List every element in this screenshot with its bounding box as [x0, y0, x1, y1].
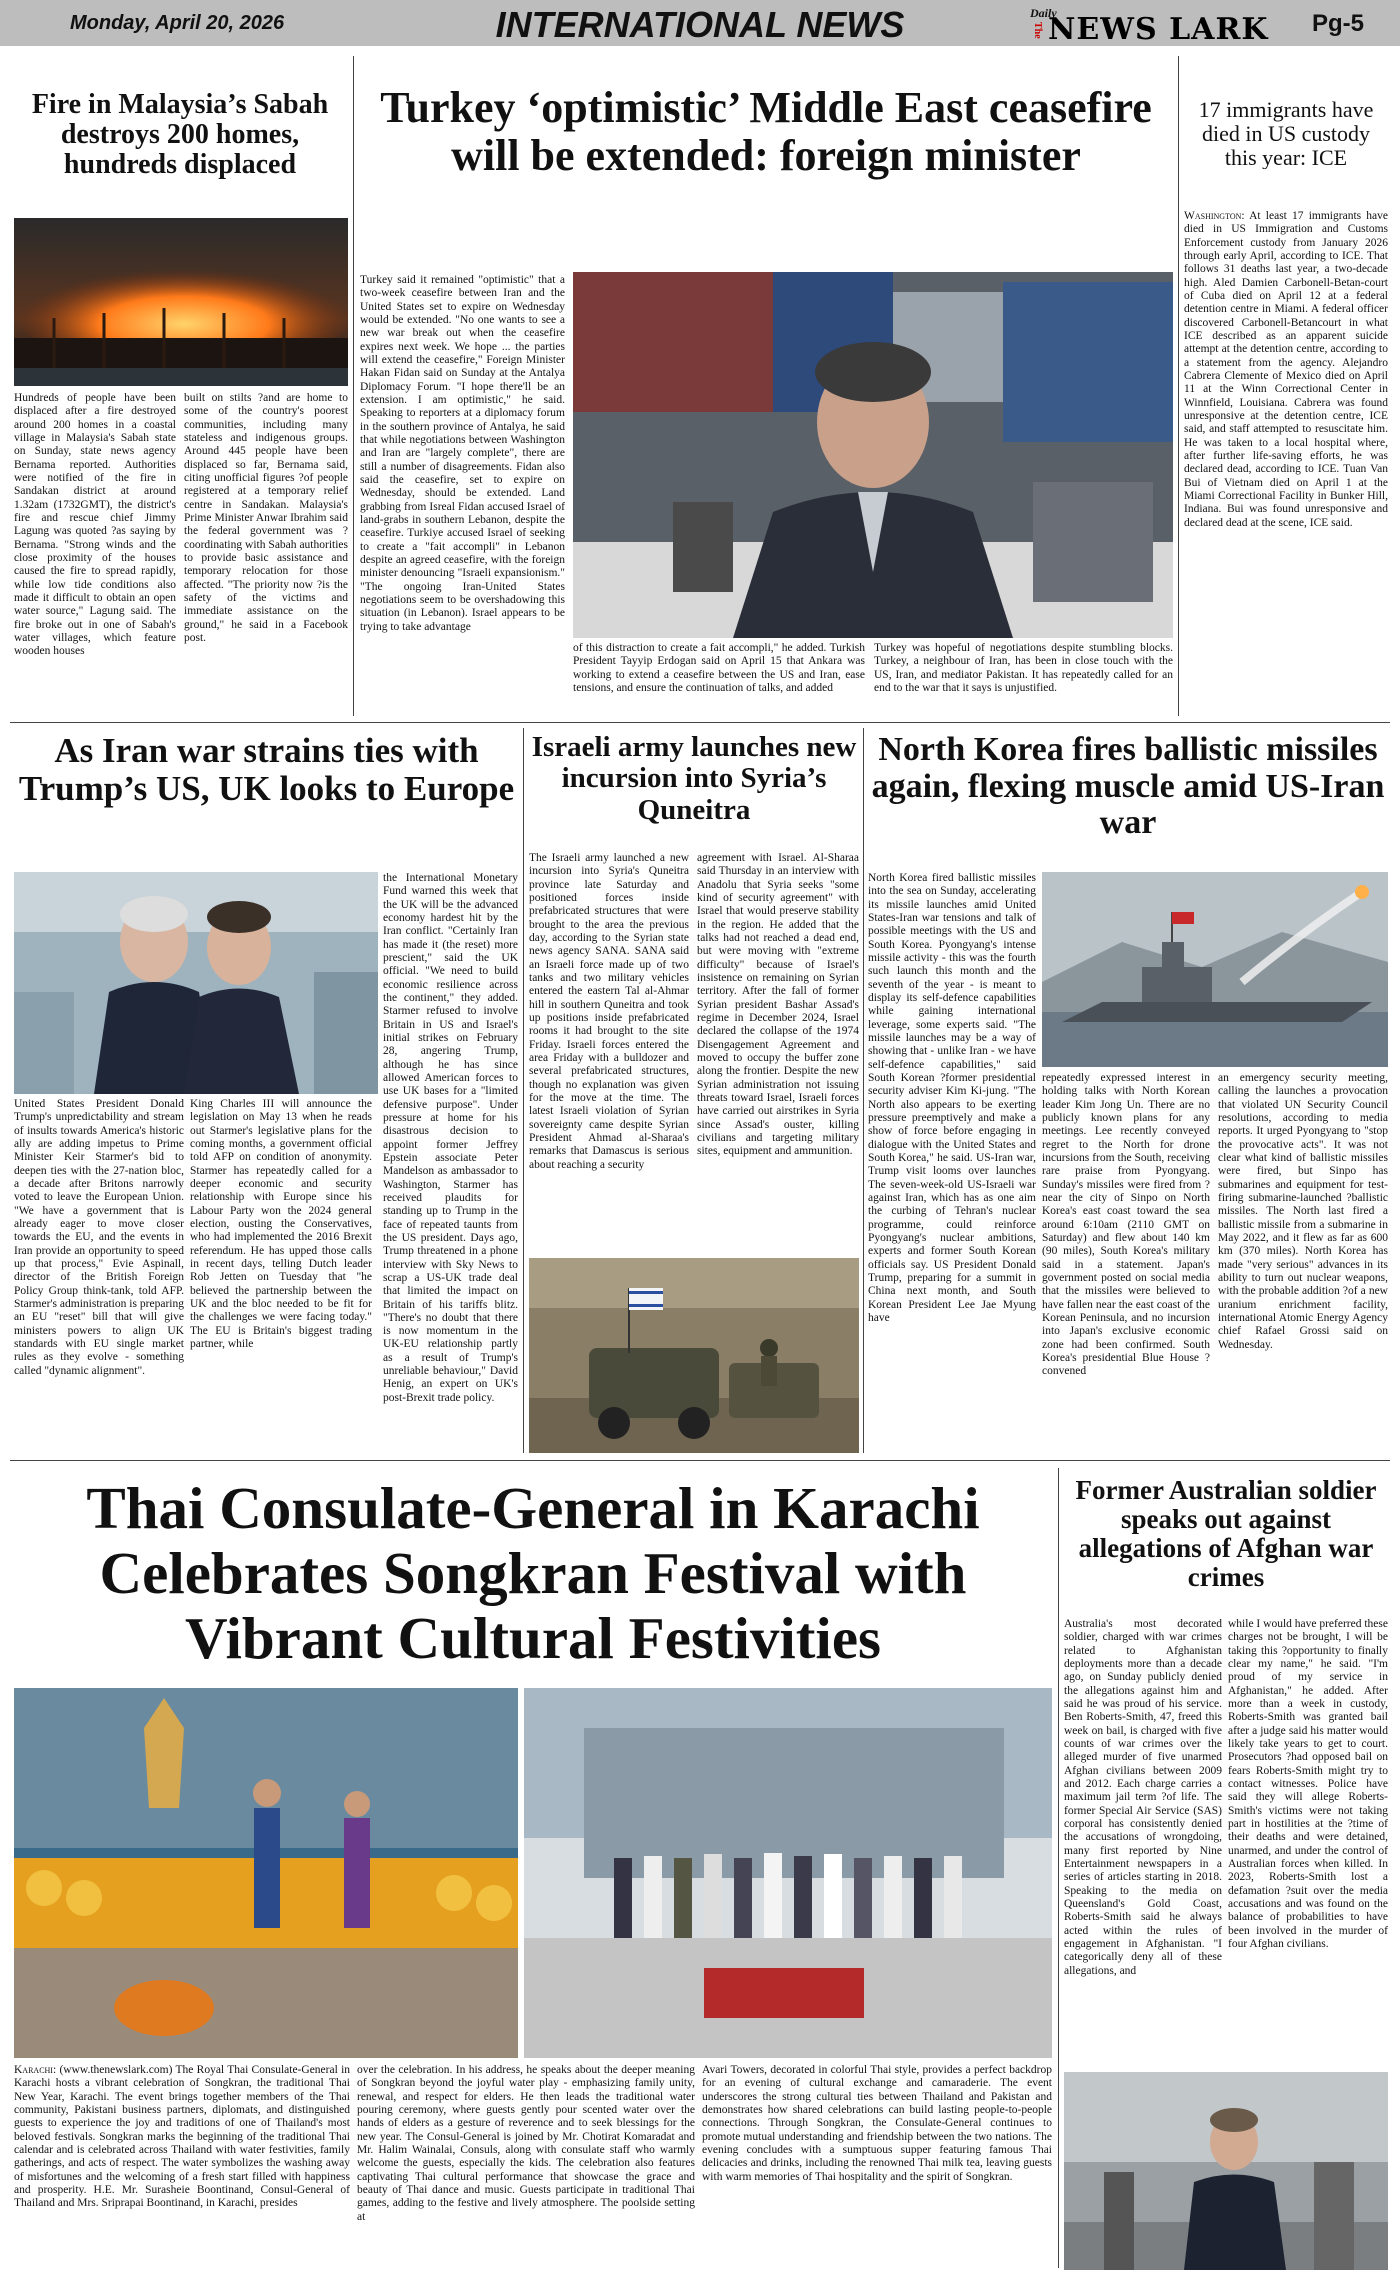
ice-body	[1184, 210, 1388, 716]
afghan-col2: while I would have preferred these charges not be brought, I will be taking this ?opportunity to finally clear my name," he said. "I'm proud of my service in Afghanistan," he added. After more than a week in custody, Roberts-Smith was granted bail after a judge said his matter would likely take years to get to court. Prosecutors ?had opposed bail on fears Roberts-Smith might try to contact witnesses. Police have said they will allege Roberts-Smith's victims were not taking part in hostilities at the ?time of their deaths and were detained, unarmed, and under the control of Australian forces when killed. In 2023, Roberts-Smith lost a defamation ?suit over the media accusations and was found on the balance of probabilities to have been involved in the murder of four Afghan civilians.	[1228, 1618, 1388, 1950]
turkey-col3: Turkey was hopeful of negotiations despite stumbling blocks. Turkey, a neighbour of Iran, has been in close touch with the US, Iran, and mediator Pakistan. It has repeatedly called for an end to the war that it says is unjustified.	[874, 642, 1173, 694]
iran-uk-col2: King Charles III will announce the legislation on May 13 when he reads out Starmer's legislative plans for the coming months, a government official told AFP on condition of anonymity. Starmer has repeatedly called for a deeper economic and security relationship with Europe since his Labour Party won the 2024 general election, ousting the Conservatives, who had implemented the 2016 Brexit referendum. He has upped those calls in recent days, telling Dutch leader Rob Jetten on Tuesday that "he believed the partnership between the UK and the bloc needed to be fit for the challenges we were facing today." The EU is Britain's biggest trading partner, while	[190, 1098, 372, 1350]
ice-headline: 17 immigrants have died in US custody this year: ICE	[1198, 98, 1374, 170]
iran-uk-col1: United States President Donald Trump's unpredictability and stream of insults towards America's historic ally are adding impetus to Prime Minister Keir Starmer's bid to deepen ties with the 27-nation bloc, a decade after Britons narrowly voted to leave the European Union. "We have a government that is already eager to move closer towards the EU, and the events in Iran provide an opportunity to speed up that process," Evie Aspinall, director of the British Foreign Policy Group think-tank, told AFP. Starmer's administration is preparing an EU "reset" bill that will give ministers powers to align UK standards with EU single market rules as they evolve - something called "dynamic alignment".	[14, 1098, 184, 1377]
soldiers-photo-graphic	[529, 1258, 859, 1453]
section-title: INTERNATIONAL NEWS	[495, 4, 905, 45]
dancers-photo-graphic	[14, 1688, 518, 2058]
syria-col2: agreement with Israel. Al-Sharaa said Thursday in an interview with Anadolu that Syria seeks "some kind of security agreement" with Israel that would preserve stability in the region. He added that the talks had not reached a dead end, but were moving with "extreme difficulty" because of Israel's insistence on remaining on Syrian territory. After the fall of former Syrian president Bashar Assad's regime in December 2024, Israel declared the collapse of the 1974 Disengagement Agreement and moved to occupy the buffer zone along the frontier. Despite the new Syrian administration not issuing threats toward Israel, Israeli forces have carried out airstrikes in Syria since Assad's ouster, killing civilians and targeting military sites, equipment and ammunition.	[697, 852, 859, 1158]
fidan-photo-graphic	[573, 272, 1173, 638]
turkey-col2: of this distraction to create a fait accompli," he added. Turkish President Tayyip Erdogan said on April 15 that Ankara was working to extend a ceasefire between the US and Iran, ease tensions, and ensure the continuation of talks, and added	[573, 642, 865, 694]
korea-col3: an emergency security meeting, calling the launches a provocation that violated UN Security Council resolutions, according to media reports. It urged Pyongyang to "stop the provocative acts". It was not clear what kind of ballistic missiles were fired, but Sinpo has submarines and equipment for test-firing submarine-launched ?ballistic missiles. The North last fired a ballistic missile from a submarine in May 2022, and it flew as far as 600 km (370 miles). North Korea has made "very serious" advances in its ability to turn out nuclear weapons, with the probable addition ?of a new uranium enrichment facility, international Atomic Energy Agency chief Rafael Grossi said on Wednesday.	[1218, 1072, 1388, 1351]
korea-col2: repeatedly expressed interest in holding talks with North Korean leader Kim Jong Un. There are no publicly known plans for any meetings. Lee recently conveyed regret to the North for drone incursions from the South, receiving rare praise from Pyongyang. Sunday's missiles were fired from ?near the city of Sinpo on North Korea's east coast toward the sea around 6:10am (2110 GMT on Saturday) and flew about 140 km (90 miles), South Korea's military said in a statement. Japan's government posted on social media that the missiles were believed to have fallen near the east coast of the Korean Peninsula, and no incursion into Japan's exclusive economic zone had been confirmed. South Korea's presidential Blue House ?convened	[1042, 1072, 1210, 1378]
soldiers-photo	[529, 1258, 859, 1453]
newspaper-logo	[1030, 4, 1300, 44]
fidan-photo	[573, 272, 1173, 638]
iran-uk-col3: the International Monetary Fund warned this week that the UK will be the advanced economy hardest hit by the Iran conflict. "Certainly Iran has made it (the reset) more prescient," said the UK official. "We need to build economic resilience across the continent," they added. Starmer refused to involve Britain in US and Israel's initial strikes on February 28, angering Trump, although he has since allowed American forces to use UK bases for a "limited defensive purpose". Under pressure at home for his disastrous decision to appoint former Jeffrey Epstein associate Peter Mandelson as ambassador to Washington, Starmer has received plaudits for standing up to Trump in the face of repeated taunts from the US president. Days ago, Trump threatened in a phone interview with Sky News to scrap a US-UK trade deal that limited the impact on Britain of his tariffs blitz. "There's no doubt that there is now momentum in the UK-EU relationship partly as a result of Trump's unreliable behaviour," David Henig, an expert on UK's post-Brexit trade policy.	[383, 872, 518, 1404]
korea-headline: North Korea fires ballistic missiles again, flexing muscle amid US-Iran war	[871, 732, 1385, 842]
leaders-photo	[14, 872, 378, 1094]
fire-photo	[14, 218, 348, 386]
leaders-photo-graphic	[14, 872, 378, 1094]
iran-uk-headline: As Iran war strains ties with Trump’s US, UK looks to Europe	[18, 732, 515, 808]
turkey-col1: Turkey said it remained "optimistic" that a two-week ceasefire between Iran and the United States set to expire on Wednesday would be extended. "No one wants to see a new war break out when the ceasefire expires next week. We hope ... the parties will extend the ceasefire," Foreign Minister Hakan Fidan said on Sunday at the Antalya Diplomacy Forum. "I hope there'll be an extension. I am optimistic," he said. Speaking to reporters at a diplomacy forum in the southern province of Antalya, he said that while negotiations between Washington and Iran are "largely complete", there are still a number of disagreements. Fidan also said the ceasefire, set to expire on Wednesday, should be extended. Land grabbing from Isreal Fidan accused Israel of land-grabs in southern Lebanon, despite the ceasefire. Turkiye accused Israel of seeking to create a "fait accompli" in Lebanon despite an agreed ceasefire, with the foreign minister denouncing "Israeli expansionism." "The ongoing Iran-United States negotiations seem to be overshadowing this situation (in Lebanon). Israel appears to be trying to take advantage	[360, 274, 565, 633]
warship-photo	[1042, 872, 1388, 1067]
malaysia-headline: Fire in Malaysia’s Sabah destroys 200 homes, hundreds displaced	[31, 90, 329, 181]
thai-dateline: Karachi:	[14, 2064, 57, 2076]
syria-headline: Israeli army launches new incursion into Syria’s Quneitra	[531, 732, 857, 826]
thai-col2: over the celebration. In his address, he speaks about the deeper meaning of Songkran beyond the joyful water play - emphasizing family unity, renewal, and respect for elders. He then leads the traditional water pouring ceremony, where guests gently pour scented water over the hands of elders as a gesture of reverence and to seek blessings for the new year. The Consul-General is joined by Mr. Chotirat Komaradat and Mr. Halim Wainalai, Consuls, along with consulate staff who warmly welcome the guests, especially the kids. The celebration also features captivating Thai cultural performance that showcase the grace and beauty of Thai dance and music. Guests participate in traditional Thai games, adding to the festive and lively atmosphere. The poolside setting at	[357, 2064, 695, 2223]
issue-date: Monday, April 20, 2026	[70, 12, 285, 34]
soldier-man-photo	[1064, 2072, 1388, 2270]
warship-photo-graphic	[1042, 872, 1388, 1067]
logo-name: NEWS LARK	[1048, 12, 1269, 44]
thai-col1-text: (www.thenewslark.com) The Royal Thai Consulate-General in Karachi hosts a vibrant celebration of Songkran, the traditional Thai New Year, Karachi. The event brings together members of the Thai community, Pakistani business partners, diplomats, and distinguished guests to experience the joy and traditions of one of Thailand's most beloved festivals. Songkran marks the beginning of the traditional Thai calendar and is celebrated across Thailand with water festivities, family gatherings, and acts of respect. The water symbolizes the washing away of misfortunes and the welcoming of a fresh start filled with happiness and prosperity. H.E. Mr. Surasheie Boontinand, Consul-General of Thailand and Mrs. Sriprapai Boontinand, in Karachi, presides	[14, 2064, 350, 2210]
thai-col1	[14, 2064, 350, 2270]
group-photo	[524, 1688, 1052, 2058]
thai-headline: Thai Consulate-General in Karachi Celebrates Songkran Festival with Vibrant Cultural Festivities	[86, 1476, 980, 1671]
thai-col3: Avari Towers, decorated in colorful Thai style, provides a perfect backdrop for an evening of cultural exchange and camaraderie. The event underscores the strong cultural ties between Thailand and Pakistan and demonstrates how shared celebrations can build lasting people-to-people connections. Through Songkran, the Consulate-General continues to promote mutual understanding and friendship between the two nations. The evening concludes with a sumptuous supper featuring famous Thai delicacies and drinks, including the renowned Thai milk tea, leaving guests with warm memories of Thai hospitality and the spirit of Songkran.	[702, 2064, 1052, 2183]
malaysia-col2: built on stilts ?and are home to some of the country's poorest communities, including many stateless and indigenous groups. Around 445 people have been displaced so far, Bernama said, citing unofficial figures ?of people registered at a temporary relief centre in Sandakan. Malaysia's Prime Minister Anwar Ibrahim said the federal government was ?coordinating with Sabah authorities to provide basic assistance and temporary relocation for those affected. "The priority now ?is the safety of the victims and immediate assistance on the ground," he said in a Facebook post.	[184, 392, 348, 644]
logo-the: The	[1032, 22, 1043, 39]
ice-dateline: Washington:	[1184, 210, 1245, 222]
group-photo-graphic	[524, 1688, 1052, 2058]
page-number: Pg-5	[1312, 10, 1365, 37]
afghan-headline: Former Australian soldier speaks out against allegations of Afghan war crimes	[1075, 1476, 1377, 1593]
soldier-man-photo-graphic	[1064, 2072, 1388, 2270]
syria-col1: The Israeli army launched a new incursion into Syria's Quneitra province late Saturday and positioned forces inside prefabricated structures that were brought to the area the previous day, according to the Syrian state news agency SANA. SANA said an Israeli force made up of two tanks and two military vehicles entered the eastern Tal al-Ahmar hill in southern Quneitra and took up positions inside prefabricated rooms it had brought to the site Friday. Israeli forces entered the area Friday with a bulldozer and several prefabricated structures, though no explanation was given for the move at the time. The latest Israeli violation of Syrian sovereignty came despite Syrian President Ahmad al-Sharaa's remarks that Damascus is serious about reaching a security	[529, 852, 689, 1171]
dancers-photo	[14, 1688, 518, 2058]
fire-photo-graphic	[14, 218, 348, 386]
ice-text: At least 17 immigrants have died in US Immigration and Customs Enforcement custody from January 2026 through early April, according to ICE. That follows 31 deaths last year, a two-decade high. Aled Damien Carbonell-Betan-court of Cuba died on April 12 at a federal detention centre in Miami. A federal officer discovered Carbonell-Betancourt in what ICE described as an apparent suicide attempt at the detention centre, according to a statement from the agency. Alejandro Cabrera Clemente of Mexico died on April 11 at the Winn Correctional Center in Winnfield, Louisiana. Cabrera was found unresponsive at the detention centre, ICE said, and staff attempted to resuscitate him. He was taken to a local hospital where, after further life-saving efforts, he was declared dead, according to ICE. Tuan Van Bui of Vietnam died on April 1 at the Miami Correctional Facility in Bunker Hill, Indiana. Bui was found unresponsive and declared dead at the scene, ICE said.	[1184, 210, 1388, 529]
korea-col1: North Korea fired ballistic missiles into the sea on Sunday, accelerating its missile launches amid United States-Iran war tensions and talk of possible meetings with the US and South Korea. Pyongyang's intense missile activity - this was the fourth such launch this month and the seventh of the year - is meant to display its self-defence capabilities while gaining international leverage, some experts said. "The missile launches may be a way of showing that - unlike Iran - we have self-defence capabilities," said South Korean ?former presidential security adviser Kim Ki-jung. "The North also appears to be exerting pressure preemptively and make a show of force before engaging in dialogue with the United States and South Korea," he said. US-Iran war, Trump visit looms over launches The seven-week-old US-Israeli war against Iran, which has as one aim the curbing of Tehran's nuclear programme, could reinforce Pyongyang's nuclear ambitions, experts and former South Korean officials say. US President Donald Trump, preparing for a summit in China next month, and South Korean President Lee Jae Myung have	[868, 872, 1036, 1324]
afghan-col1: Australia's most decorated soldier, charged with war crimes related to Afghanistan deployments more than a decade ago, on Sunday publicly denied the allegations against him and said he was proud of his service. Ben Roberts-Smith, 47, freed this week on bail, is charged with five counts of war crimes over the alleged murder of five unarmed Afghan civilians between 2009 and 2012. Each charge carries a maximum jail term ?of life. The former Special Air Service (SAS) corporal has consistently denied the accusations of wrongdoing, many first reported by Nine Entertainment newspapers in a series of articles starting in 2018. Speaking to the media on Queensland's Gold Coast, Roberts-Smith said he always acted within the rules of engagement in Afghanistan. "I categorically deny all of these allegations, and	[1064, 1618, 1222, 1977]
logo-daily: Daily	[1030, 6, 1057, 20]
turkey-headline: Turkey ‘optimistic’ Middle East ceasefire will be extended: foreign minister	[380, 84, 1152, 181]
malaysia-col1: Hundreds of people have been displaced after a fire destroyed around 200 homes in a coastal village in Malaysia's Sabah state on Sunday, state news agency Bernama reported. Authorities were notified of the fire in Sandakan district at around 1.32am (1732GMT), the district's fire and rescue chief Jimmy Lagung was quoted ?as saying by Bernama. "Strong winds and the close proximity of the houses caused the fire to spread rapidly, while low tide conditions also made it difficult to obtain an open water source," Lagung said. The fire broke out in one of Sabah's water villages, which feature wooden houses	[14, 392, 176, 658]
